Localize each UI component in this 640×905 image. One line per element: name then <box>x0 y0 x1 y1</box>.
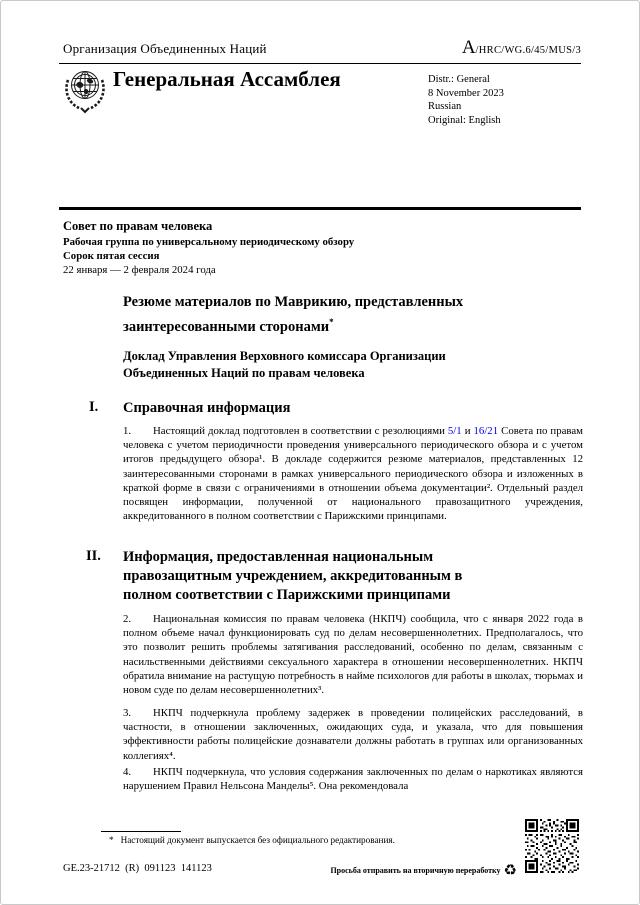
paragraph-1 <box>123 424 583 523</box>
distr-original: Original: English <box>428 114 501 126</box>
section-2-numeral: II. <box>86 548 101 564</box>
un-emblem-icon <box>62 67 108 117</box>
recycle-note-block <box>330 863 517 878</box>
council-name: Совет по правам человека <box>63 219 213 233</box>
distr-date: 8 November 2023 <box>428 87 504 99</box>
doc-symbol-initial: A <box>461 37 476 58</box>
paragraph-2-text: Национальная комиссия по правам человека (НКПЧ) сообщила, что с января 2022 года в полном объеме начал функционировать суд по делам несовершеннолетних. Предполагалось, что это позволит решить проблемы затягивания расследований, особенно по делам, связанным с насильственными действиями сексуального характера в отношении несовершеннолетних. НКПЧ обратила внимание на растущую потребность в найме психологов для работы в школах, тюрьмах и новом суде по делам несовершеннолетних³. <box>123 613 583 697</box>
paragraph-2-number: 2. <box>123 613 132 625</box>
resolution-link-16-21[interactable]: 16/21 <box>473 425 499 437</box>
doc-symbol <box>462 37 581 59</box>
title-footnote-ref: * <box>329 317 334 327</box>
working-group-name: Рабочая группа по универсальному периодическому обзору <box>63 236 355 248</box>
assembly-title: Генеральная Ассамблея <box>113 67 341 91</box>
paragraph-2 <box>123 612 583 697</box>
footnote-text: Настоящий документ выпускается без официального редактирования. <box>120 835 395 845</box>
session-block <box>63 218 354 277</box>
resolution-link-5-1[interactable]: 5/1 <box>447 425 462 437</box>
org-name: Организация Объединенных Наций <box>63 41 267 56</box>
paragraph-3 <box>123 706 583 763</box>
paragraph-1-conjunction: и <box>461 425 474 437</box>
recycle-note-text: Просьба отправить на вторичную переработку <box>330 866 501 875</box>
doc-symbol-rest: /HRC/WG.6/45/MUS/3 <box>475 45 581 56</box>
document-code: GE.23-21712 (R) 091123 141123 <box>63 863 212 874</box>
section-1-numeral: I. <box>89 399 99 415</box>
paragraph-4-text: НКПЧ подчеркнула, что условия содержания заключенных по делам о наркотиках являются нарушением Правил Нельсона Манделы⁵. Она рекомендовала <box>123 766 583 793</box>
session-number: Сорок пятая сессия <box>63 250 160 262</box>
qr-code <box>525 819 579 873</box>
document-subtitle: Доклад Управления Верховного комиссара Организации Объединенных Наций по правам человека <box>123 349 446 380</box>
section-1-heading: Справочная информация <box>123 400 291 416</box>
session-dates: 22 января — 2 февраля 2024 года <box>63 264 216 276</box>
distr-line: Distr.: General <box>428 74 490 85</box>
header-rule <box>59 63 581 64</box>
section-2-heading: Информация, предоставленная национальным правозащитным учреждением, аккредитованным в полном соответствии с Парижскими принципами <box>123 549 463 603</box>
distr-block <box>428 73 504 127</box>
distr-language: Russian <box>428 101 462 112</box>
footnote-separator <box>101 831 181 832</box>
recycle-icon: ♻ <box>503 861 517 879</box>
section-divider-rule <box>59 207 581 210</box>
paragraph-1-text-after: Совета по правам человека с учетом периодичности проведения универсального периодического обзора и с учетом итогов предыдущего обзора¹. В докладе содержится резюме материалов, представленных 12 заинтересованными сторонами в рамках универсального периодического обзора и изложенных в краткой форме в связи с ограничениями в отношении объема документации². Отдельный раздел посвящен информации, полученной от национального правозащитного учреждения, аккредитованного в полном соответствии с Парижскими принципами. <box>123 425 583 523</box>
footnote <box>109 835 529 845</box>
paragraph-4 <box>123 765 583 793</box>
footnote-marker: * <box>109 835 114 845</box>
paragraph-1-text: Настоящий доклад подготовлен в соответствии с резолюциями <box>153 425 448 437</box>
paragraph-4-number: 4. <box>123 766 132 778</box>
document-title <box>123 292 523 337</box>
document-title-text: Резюме материалов по Маврикию, представленных заинтересованными сторонами <box>123 294 464 335</box>
paragraph-3-number: 3. <box>123 707 132 719</box>
paragraph-1-number: 1. <box>123 425 132 437</box>
paragraph-3-text: НКПЧ подчеркнула проблему задержек в проведении полицейских расследований, в частности, в отношении заключенных, ожидающих суда, и указала, что для повышения эффективности работы полицейские дознаватели должны работать в группах или организованных коллегиях⁴. <box>123 707 583 762</box>
